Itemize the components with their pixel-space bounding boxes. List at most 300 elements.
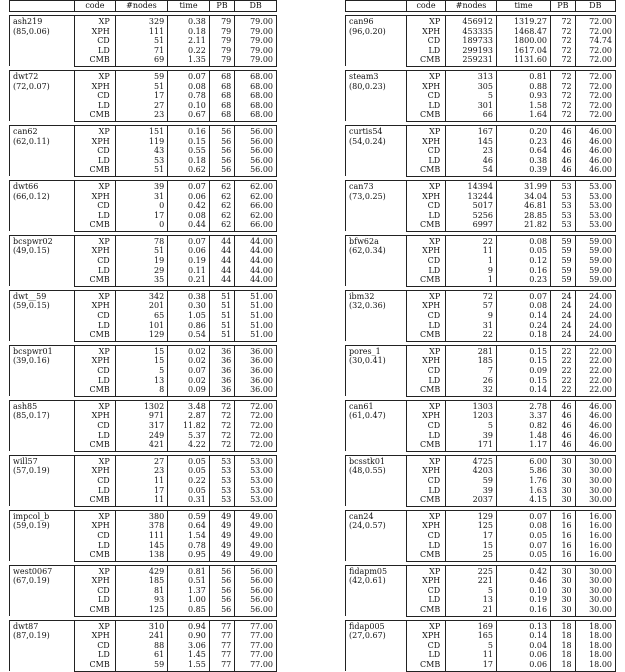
instance-group <box>346 180 616 231</box>
time-cell: 0.07 <box>496 510 550 521</box>
time-cell: 0.67 <box>168 110 210 121</box>
nodes-cell: 429 <box>115 565 167 576</box>
code-cell: XP <box>75 510 116 521</box>
time-cell: 4.22 <box>168 440 210 451</box>
code-cell: XPH <box>75 192 116 202</box>
pb-cell: 53 <box>209 476 234 486</box>
table-row <box>346 180 616 191</box>
pb-cell: 16 <box>551 541 576 551</box>
code-cell: CD <box>75 641 116 651</box>
pb-cell: 72 <box>551 110 576 121</box>
time-cell: 1.37 <box>168 586 210 596</box>
instance-name-cell <box>10 125 75 176</box>
nodes-cell: 54 <box>446 165 497 176</box>
db-cell: 56.00 <box>235 125 277 136</box>
nodes-cell: 71 <box>115 46 167 56</box>
time-cell: 0.19 <box>168 256 210 266</box>
db-cell: 44.00 <box>235 246 277 256</box>
table-row <box>10 620 277 631</box>
pb-cell: 30 <box>551 466 576 476</box>
nodes-cell: 111 <box>115 531 167 541</box>
time-cell: 0.86 <box>168 321 210 331</box>
code-cell: XP <box>406 455 445 466</box>
pb-cell: 72 <box>209 440 234 451</box>
code-cell: LD <box>75 266 116 276</box>
db-cell: 49.00 <box>235 531 277 541</box>
pb-cell: 49 <box>209 521 234 531</box>
db-cell: 16.00 <box>575 531 615 541</box>
db-cell: 62.00 <box>235 180 277 191</box>
nodes-cell: 39 <box>446 486 497 496</box>
db-cell: 72.00 <box>575 16 615 27</box>
instance-name: can61 <box>349 401 374 411</box>
db-cell: 24.00 <box>575 301 615 311</box>
code-cell: CMB <box>75 550 116 561</box>
code-cell: XP <box>406 620 445 631</box>
db-cell: 77.00 <box>235 641 277 651</box>
time-cell: 0.09 <box>496 366 550 376</box>
nodes-cell: 17 <box>446 660 497 671</box>
pb-cell: 30 <box>551 595 576 605</box>
db-cell: 56.00 <box>235 576 277 586</box>
code-cell: XPH <box>406 192 445 202</box>
nodes-cell: 6997 <box>446 220 497 231</box>
header-time: time <box>496 1 550 12</box>
nodes-cell: 169 <box>446 620 497 631</box>
instance-group <box>346 510 616 561</box>
time-cell: 0.81 <box>168 565 210 576</box>
code-cell: CMB <box>406 110 445 121</box>
db-cell: 53.00 <box>575 192 615 202</box>
pb-cell: 22 <box>551 376 576 386</box>
db-cell: 59.00 <box>575 275 615 286</box>
table-row <box>10 455 277 466</box>
db-cell: 59.00 <box>575 256 615 266</box>
db-cell: 36.00 <box>235 345 277 356</box>
nodes-cell: 9 <box>446 311 497 321</box>
code-cell: LD <box>406 431 445 441</box>
nodes-cell: 15 <box>446 541 497 551</box>
instance-group <box>10 70 277 121</box>
code-cell: LD <box>75 211 116 221</box>
pb-cell: 72 <box>209 411 234 421</box>
instance-name-cell <box>10 16 75 67</box>
nodes-cell: 29 <box>115 266 167 276</box>
code-cell: CMB <box>406 220 445 231</box>
pb-cell: 53 <box>209 495 234 506</box>
pb-cell: 62 <box>209 211 234 221</box>
code-cell: LD <box>75 541 116 551</box>
code-cell: XP <box>406 125 445 136</box>
db-cell: 72.00 <box>575 91 615 101</box>
db-cell: 72.00 <box>235 400 277 411</box>
pb-cell: 59 <box>551 235 576 246</box>
pb-cell: 30 <box>551 586 576 596</box>
nodes-cell: 1303 <box>446 400 497 411</box>
instance-group <box>346 70 616 121</box>
nodes-cell: 201 <box>115 301 167 311</box>
db-cell: 51.00 <box>235 330 277 341</box>
instance-params: (30,0.41) <box>349 356 386 366</box>
nodes-cell: 78 <box>115 235 167 246</box>
table-row <box>10 510 277 521</box>
nodes-cell: 88 <box>115 641 167 651</box>
nodes-cell: 59 <box>115 70 167 81</box>
db-cell: 22.00 <box>575 376 615 386</box>
instance-params: (80,0.23) <box>349 81 386 91</box>
pb-cell: 46 <box>551 146 576 156</box>
db-cell: 16.00 <box>575 510 615 521</box>
instance-name: can62 <box>13 126 38 136</box>
pb-cell: 18 <box>551 631 576 641</box>
time-cell: 0.08 <box>168 211 210 221</box>
time-cell: 0.06 <box>496 660 550 671</box>
db-cell: 74.74 <box>575 36 615 46</box>
time-cell: 2.11 <box>168 36 210 46</box>
code-cell: XPH <box>75 466 116 476</box>
instance-params: (85,0.06) <box>13 26 50 36</box>
pb-cell: 46 <box>551 411 576 421</box>
table-row <box>10 180 277 191</box>
db-cell: 18.00 <box>575 631 615 641</box>
time-cell: 1.35 <box>168 55 210 66</box>
table-row <box>346 455 616 466</box>
db-cell: 72.00 <box>575 46 615 56</box>
nodes-cell: 61 <box>115 650 167 660</box>
nodes-cell: 145 <box>115 541 167 551</box>
time-cell: 0.93 <box>496 91 550 101</box>
code-cell: XP <box>406 345 445 356</box>
pb-cell: 36 <box>209 356 234 366</box>
nodes-cell: 378 <box>115 521 167 531</box>
instance-params: (62,0.34) <box>349 246 386 256</box>
instance-params: (48,0.55) <box>349 466 386 476</box>
nodes-cell: 11 <box>115 495 167 506</box>
time-cell: 0.20 <box>496 125 550 136</box>
nodes-cell: 11 <box>446 246 497 256</box>
nodes-cell: 5 <box>446 586 497 596</box>
nodes-cell: 301 <box>446 101 497 111</box>
code-cell: CMB <box>406 330 445 341</box>
code-cell: CMB <box>406 660 445 671</box>
code-cell: XP <box>75 125 116 136</box>
pb-cell: 53 <box>551 192 576 202</box>
instance-name: curtis54 <box>349 126 383 136</box>
instance-params: (27,0.67) <box>349 631 386 641</box>
code-cell: LD <box>406 321 445 331</box>
instance-params: (59,0.15) <box>13 301 50 311</box>
pb-cell: 59 <box>551 275 576 286</box>
table-row <box>10 16 277 27</box>
instance-params: (67,0.19) <box>13 576 50 586</box>
pb-cell: 51 <box>209 321 234 331</box>
pb-cell: 56 <box>209 576 234 586</box>
nodes-cell: 5 <box>446 91 497 101</box>
instance-group <box>346 345 616 396</box>
table-row <box>10 235 277 246</box>
nodes-cell: 51 <box>115 36 167 46</box>
nodes-cell: 19 <box>115 256 167 266</box>
time-cell: 0.10 <box>496 586 550 596</box>
db-cell: 30.00 <box>575 455 615 466</box>
nodes-cell: 249 <box>115 431 167 441</box>
time-cell: 21.82 <box>496 220 550 231</box>
pb-cell: 53 <box>551 201 576 211</box>
time-cell: 1.48 <box>496 431 550 441</box>
time-cell: 5.37 <box>168 431 210 441</box>
db-cell: 22.00 <box>575 356 615 366</box>
pb-cell: 30 <box>551 495 576 506</box>
header-pb: PB <box>209 1 234 12</box>
db-cell: 49.00 <box>235 550 277 561</box>
code-cell: XPH <box>406 137 445 147</box>
pb-cell: 77 <box>209 650 234 660</box>
pb-cell: 72 <box>551 70 576 81</box>
code-cell: LD <box>406 46 445 56</box>
db-cell: 53.00 <box>235 486 277 496</box>
db-cell: 24.00 <box>575 290 615 301</box>
time-cell: 1.55 <box>168 660 210 671</box>
time-cell: 1468.47 <box>496 27 550 37</box>
header-db: DB <box>575 1 615 12</box>
time-cell: 0.08 <box>168 82 210 92</box>
time-cell: 0.38 <box>168 290 210 301</box>
nodes-cell: 53 <box>115 156 167 166</box>
pb-cell: 18 <box>551 650 576 660</box>
time-cell: 0.07 <box>168 70 210 81</box>
time-cell: 0.13 <box>496 620 550 631</box>
code-cell: CMB <box>75 110 116 121</box>
time-cell: 0.21 <box>168 275 210 286</box>
time-cell: 0.38 <box>168 16 210 27</box>
nodes-cell: 1203 <box>446 411 497 421</box>
time-cell: 0.05 <box>168 466 210 476</box>
pb-cell: 56 <box>209 156 234 166</box>
nodes-cell: 11 <box>115 476 167 486</box>
instance-name-cell <box>346 125 407 176</box>
instance-group <box>346 290 616 341</box>
code-cell: CMB <box>75 660 116 671</box>
pb-cell: 24 <box>551 330 576 341</box>
code-cell: XPH <box>75 301 116 311</box>
code-cell: LD <box>406 650 445 660</box>
code-cell: XPH <box>75 246 116 256</box>
table-row <box>10 290 277 301</box>
code-cell: CD <box>406 146 445 156</box>
pb-cell: 72 <box>551 101 576 111</box>
nodes-cell: 17 <box>115 211 167 221</box>
pb-cell: 79 <box>209 27 234 37</box>
time-cell: 0.94 <box>168 620 210 631</box>
nodes-cell: 125 <box>115 605 167 616</box>
code-cell: LD <box>75 376 116 386</box>
time-cell: 0.59 <box>168 510 210 521</box>
pb-cell: 59 <box>551 246 576 256</box>
time-cell: 4.15 <box>496 495 550 506</box>
instance-name-cell <box>346 70 407 121</box>
time-cell: 0.18 <box>496 330 550 341</box>
db-cell: 30.00 <box>575 565 615 576</box>
db-cell: 79.00 <box>235 16 277 27</box>
pb-cell: 16 <box>551 510 576 521</box>
pb-cell: 79 <box>209 16 234 27</box>
nodes-cell: 39 <box>446 431 497 441</box>
code-cell: XPH <box>406 356 445 366</box>
code-cell: XP <box>75 400 116 411</box>
pb-cell: 77 <box>209 641 234 651</box>
db-cell: 16.00 <box>575 541 615 551</box>
db-cell: 77.00 <box>235 660 277 671</box>
nodes-cell: 43 <box>115 146 167 156</box>
code-cell: LD <box>75 431 116 441</box>
db-cell: 46.00 <box>575 431 615 441</box>
nodes-cell: 17 <box>446 531 497 541</box>
time-cell: 0.07 <box>168 366 210 376</box>
time-cell: 0.06 <box>168 192 210 202</box>
pb-cell: 59 <box>551 256 576 266</box>
instance-name: steam3 <box>349 71 379 81</box>
instance-group <box>10 345 277 396</box>
time-cell: 0.07 <box>168 180 210 191</box>
instance-name-cell <box>10 455 75 506</box>
time-cell: 3.48 <box>168 400 210 411</box>
instance-group <box>10 125 277 176</box>
instance-group <box>346 16 616 67</box>
db-cell: 68.00 <box>235 82 277 92</box>
db-cell: 59.00 <box>575 246 615 256</box>
db-cell: 46.00 <box>575 440 615 451</box>
db-cell: 18.00 <box>575 620 615 631</box>
pb-cell: 53 <box>551 211 576 221</box>
instance-group <box>10 565 277 616</box>
code-cell: CMB <box>75 55 116 66</box>
code-cell: LD <box>406 266 445 276</box>
time-cell: 0.42 <box>168 201 210 211</box>
pb-cell: 46 <box>551 400 576 411</box>
instance-name-cell <box>346 290 407 341</box>
time-cell: 0.14 <box>496 631 550 641</box>
pb-cell: 36 <box>209 385 234 396</box>
pb-cell: 22 <box>551 385 576 396</box>
code-cell: CMB <box>406 550 445 561</box>
db-cell: 18.00 <box>575 650 615 660</box>
time-cell: 2.87 <box>168 411 210 421</box>
pb-cell: 36 <box>209 366 234 376</box>
time-cell: 0.08 <box>496 235 550 246</box>
pb-cell: 56 <box>209 565 234 576</box>
time-cell: 0.12 <box>496 256 550 266</box>
pb-cell: 30 <box>551 455 576 466</box>
time-cell: 0.55 <box>168 146 210 156</box>
db-cell: 56.00 <box>235 146 277 156</box>
code-cell: CMB <box>406 440 445 451</box>
db-cell: 16.00 <box>575 521 615 531</box>
time-cell: 0.95 <box>168 550 210 561</box>
pb-cell: 51 <box>209 330 234 341</box>
pb-cell: 30 <box>551 605 576 616</box>
code-cell: CMB <box>406 165 445 176</box>
nodes-cell: 57 <box>446 301 497 311</box>
pb-cell: 44 <box>209 266 234 276</box>
time-cell: 0.19 <box>496 595 550 605</box>
db-cell: 36.00 <box>235 376 277 386</box>
pb-cell: 68 <box>209 91 234 101</box>
db-cell: 59.00 <box>575 266 615 276</box>
header-code: code <box>406 1 445 12</box>
db-cell: 46.00 <box>575 125 615 136</box>
time-cell: 0.30 <box>168 301 210 311</box>
nodes-cell: 4725 <box>446 455 497 466</box>
nodes-cell: 81 <box>115 586 167 596</box>
instance-group <box>346 400 616 451</box>
db-cell: 72.00 <box>575 110 615 121</box>
code-cell: CD <box>75 91 116 101</box>
time-cell: 0.02 <box>168 345 210 356</box>
nodes-cell: 185 <box>446 356 497 366</box>
instance-params: (32,0.36) <box>349 301 386 311</box>
db-cell: 30.00 <box>575 486 615 496</box>
pb-cell: 77 <box>209 631 234 641</box>
db-cell: 49.00 <box>235 521 277 531</box>
db-cell: 72.00 <box>235 431 277 441</box>
code-cell: LD <box>406 101 445 111</box>
nodes-cell: 22 <box>446 330 497 341</box>
code-cell: XP <box>406 235 445 246</box>
code-cell: CMB <box>75 495 116 506</box>
db-cell: 30.00 <box>575 466 615 476</box>
nodes-cell: 329 <box>115 16 167 27</box>
instance-group <box>10 180 277 231</box>
nodes-cell: 221 <box>446 576 497 586</box>
pb-cell: 22 <box>551 366 576 376</box>
code-cell: CMB <box>406 55 445 66</box>
db-cell: 72.00 <box>235 440 277 451</box>
instance-group <box>10 400 277 451</box>
pb-cell: 30 <box>551 486 576 496</box>
code-cell: XPH <box>406 466 445 476</box>
nodes-cell: 456912 <box>446 16 497 27</box>
time-cell: 0.31 <box>168 495 210 506</box>
code-cell: CMB <box>406 605 445 616</box>
nodes-cell: 27 <box>115 455 167 466</box>
nodes-cell: 93 <box>115 595 167 605</box>
pb-cell: 16 <box>551 521 576 531</box>
pb-cell: 77 <box>209 620 234 631</box>
header-pb: PB <box>551 1 576 12</box>
header-nodes: #nodes <box>446 1 497 12</box>
table-row <box>346 290 616 301</box>
code-cell: CD <box>75 311 116 321</box>
nodes-cell: 299193 <box>446 46 497 56</box>
time-cell: 46.81 <box>496 201 550 211</box>
db-cell: 36.00 <box>235 385 277 396</box>
db-cell: 44.00 <box>235 266 277 276</box>
table-row <box>346 125 616 136</box>
nodes-cell: 171 <box>446 440 497 451</box>
header-nodes: #nodes <box>115 1 167 12</box>
db-cell: 18.00 <box>575 641 615 651</box>
code-cell: CD <box>406 201 445 211</box>
db-cell: 68.00 <box>235 101 277 111</box>
code-cell: XPH <box>406 411 445 421</box>
db-cell: 56.00 <box>235 137 277 147</box>
time-cell: 0.06 <box>168 246 210 256</box>
nodes-cell: 23 <box>446 146 497 156</box>
code-cell: CD <box>75 256 116 266</box>
time-cell: 2.78 <box>496 400 550 411</box>
code-cell: CD <box>406 311 445 321</box>
code-cell: CD <box>75 421 116 431</box>
